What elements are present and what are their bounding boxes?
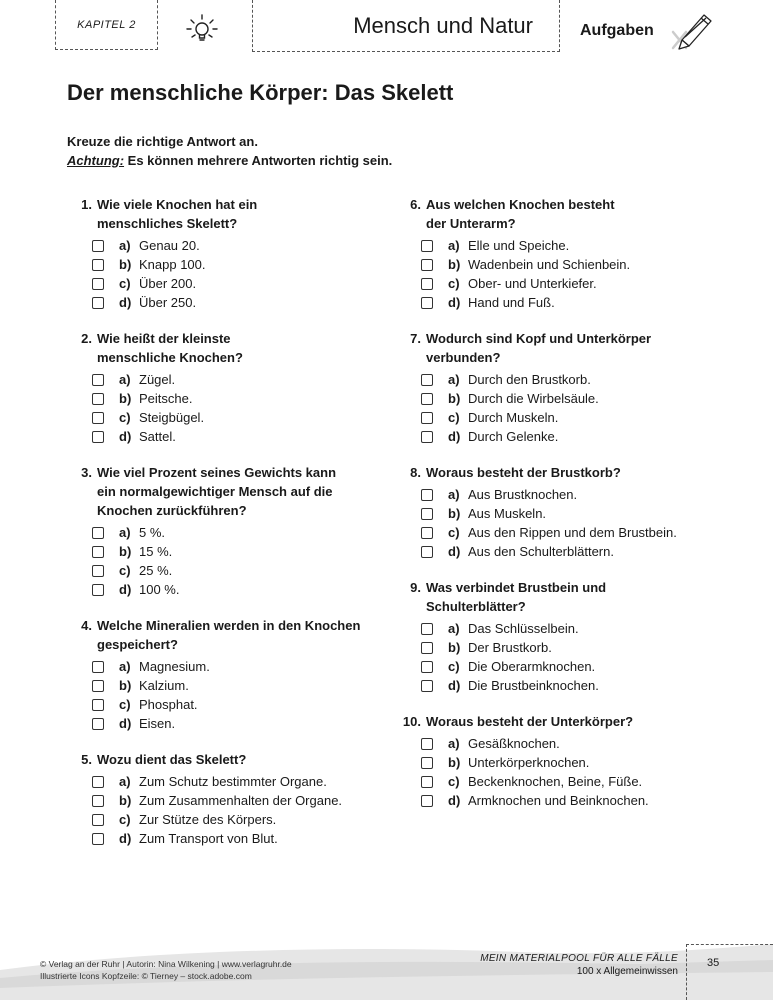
answer-letter: a) xyxy=(119,774,131,789)
answer-text: Steigbügel. xyxy=(139,410,205,425)
answer-text: Beckenknochen, Beine, Füße. xyxy=(468,774,643,789)
topic-title: Mensch und Natur xyxy=(252,0,560,52)
question-number: 1. xyxy=(81,197,92,212)
answer-letter: c) xyxy=(119,276,131,291)
answer-option[interactable] xyxy=(92,274,392,293)
answer-list xyxy=(395,734,725,810)
question-1 xyxy=(72,195,392,312)
question-text-line: Schulterblätter? xyxy=(426,599,526,614)
answer-option[interactable] xyxy=(92,255,392,274)
question-number: 4. xyxy=(81,618,92,633)
answer-letter: d) xyxy=(119,582,132,597)
question-6 xyxy=(395,195,725,312)
pencil-icon xyxy=(668,10,718,56)
question-text-line: menschliches Skelett? xyxy=(97,216,238,231)
answer-list xyxy=(72,772,392,848)
answer-option[interactable] xyxy=(92,542,392,561)
answer-letter: a) xyxy=(448,736,460,751)
answer-checkbox[interactable] xyxy=(421,412,433,424)
question-number: 5. xyxy=(81,752,92,767)
answer-letter: a) xyxy=(448,487,460,502)
question-number: 9. xyxy=(410,580,421,595)
answer-letter: d) xyxy=(448,295,461,310)
chapter-label: KAPITEL 2 xyxy=(55,0,158,50)
answer-text: Genau 20. xyxy=(139,238,200,253)
question-text-line: Woraus besteht der Brustkorb? xyxy=(426,465,621,480)
answer-text: Kalzium. xyxy=(139,678,189,693)
answer-checkbox[interactable] xyxy=(421,795,433,807)
question-3 xyxy=(72,463,392,599)
answer-letter: c) xyxy=(119,410,131,425)
answer-option[interactable] xyxy=(92,772,392,791)
answer-checkbox[interactable] xyxy=(421,259,433,271)
answer-checkbox[interactable] xyxy=(92,680,104,692)
answer-list xyxy=(395,485,725,561)
answer-option[interactable] xyxy=(421,542,725,561)
answer-letter: b) xyxy=(119,544,132,559)
answer-checkbox[interactable] xyxy=(421,738,433,750)
question-text-line: Welche Mineralien werden in den Knochen xyxy=(97,618,361,633)
answer-letter: c) xyxy=(119,697,131,712)
question-text-line: ein normalgewichtiger Mensch auf die xyxy=(97,484,333,499)
question-text-line: Wozu dient das Skelett? xyxy=(97,752,247,767)
answer-text: Eisen. xyxy=(139,716,176,731)
answer-checkbox[interactable] xyxy=(92,718,104,730)
question-heading xyxy=(72,195,392,233)
answer-option[interactable] xyxy=(421,255,725,274)
question-heading xyxy=(395,578,725,616)
answer-option[interactable] xyxy=(92,561,392,580)
question-5 xyxy=(72,750,392,848)
answer-checkbox[interactable] xyxy=(92,833,104,845)
answer-checkbox[interactable] xyxy=(92,412,104,424)
answer-text: Armknochen und Beinknochen. xyxy=(468,793,649,808)
answer-text: Zum Schutz bestimmter Organe. xyxy=(139,774,327,789)
answer-checkbox[interactable] xyxy=(92,814,104,826)
answer-letter: b) xyxy=(119,678,132,693)
answer-letter: a) xyxy=(448,238,460,253)
answer-letter: b) xyxy=(448,640,461,655)
answer-text: 25 %. xyxy=(139,563,173,578)
answer-text: Aus den Rippen und dem Brustbein. xyxy=(468,525,677,540)
question-text xyxy=(421,195,615,233)
question-number: 2. xyxy=(81,331,92,346)
answer-text: Magnesium. xyxy=(139,659,210,674)
answer-letter: b) xyxy=(448,506,461,521)
answer-option[interactable] xyxy=(421,772,725,791)
question-number: 10. xyxy=(402,714,421,729)
answer-letter: d) xyxy=(119,716,132,731)
question-text-line: Woraus besteht der Unterkörper? xyxy=(426,714,634,729)
series-title: MEIN MATERIALPOOL FÜR ALLE FÄLLE xyxy=(480,953,678,964)
answer-text: Die Brustbeinknochen. xyxy=(468,678,599,693)
question-7 xyxy=(395,329,725,446)
answer-text: Aus Muskeln. xyxy=(468,506,547,521)
answer-letter: b) xyxy=(119,257,132,272)
answer-text: Hand und Fuß. xyxy=(468,295,555,310)
answer-checkbox[interactable] xyxy=(92,393,104,405)
answer-checkbox[interactable] xyxy=(421,776,433,788)
answer-text: Unterkörperknochen. xyxy=(468,755,590,770)
answer-text: Der Brustkorb. xyxy=(468,640,552,655)
answer-list xyxy=(72,236,392,312)
answer-option[interactable] xyxy=(92,293,392,312)
answer-text: Phosphat. xyxy=(139,697,198,712)
warning-label: Achtung: xyxy=(67,153,125,168)
answer-text: Durch den Brustkorb. xyxy=(468,372,591,387)
answer-option[interactable] xyxy=(421,427,725,446)
question-text xyxy=(92,329,243,367)
answer-checkbox[interactable] xyxy=(92,527,104,539)
answer-option[interactable] xyxy=(421,657,725,676)
answer-checkbox[interactable] xyxy=(92,259,104,271)
question-text xyxy=(92,195,257,233)
answer-text: Elle und Speiche. xyxy=(468,238,570,253)
answer-checkbox[interactable] xyxy=(92,431,104,443)
answer-option[interactable] xyxy=(421,504,725,523)
answer-text: Aus den Schulterblättern. xyxy=(468,544,614,559)
answer-option[interactable] xyxy=(421,370,725,389)
page-number: 35 xyxy=(686,944,773,1000)
answer-option[interactable] xyxy=(421,734,725,753)
answer-letter: b) xyxy=(448,755,461,770)
answer-text: Durch Gelenke. xyxy=(468,429,559,444)
answer-checkbox[interactable] xyxy=(92,297,104,309)
question-10 xyxy=(395,712,725,810)
answer-text: Ober- und Unterkiefer. xyxy=(468,276,597,291)
answer-option[interactable] xyxy=(92,427,392,446)
question-text-line: Aus welchen Knochen besteht xyxy=(426,197,615,212)
question-number: 8. xyxy=(410,465,421,480)
answer-letter: d) xyxy=(448,544,461,559)
section-label: Aufgaben xyxy=(580,22,654,39)
answer-text: Die Oberarmknochen. xyxy=(468,659,596,674)
question-4 xyxy=(72,616,392,733)
answer-letter: d) xyxy=(119,429,132,444)
question-heading xyxy=(395,463,725,482)
worksheet-title: Der menschliche Körper: Das Skelett xyxy=(67,80,454,105)
answer-letter: c) xyxy=(448,410,460,425)
question-text-line: Wie heißt der kleinste xyxy=(97,331,231,346)
answer-letter: c) xyxy=(119,563,131,578)
answer-option[interactable] xyxy=(421,523,725,542)
question-text-line: Knochen zurückführen? xyxy=(97,503,247,518)
question-heading xyxy=(72,329,392,367)
answer-option[interactable] xyxy=(92,408,392,427)
answer-list xyxy=(72,370,392,446)
answer-letter: b) xyxy=(119,391,132,406)
answer-checkbox[interactable] xyxy=(92,776,104,788)
answer-text: Peitsche. xyxy=(139,391,193,406)
warning-line xyxy=(67,151,392,170)
question-text-line: menschliche Knochen? xyxy=(97,350,243,365)
question-text-line: Wie viele Knochen hat ein xyxy=(97,197,258,212)
answer-letter: a) xyxy=(448,372,460,387)
answer-option[interactable] xyxy=(421,236,725,255)
answer-list xyxy=(395,236,725,312)
lightbulb-icon xyxy=(184,12,220,48)
answer-checkbox[interactable] xyxy=(92,240,104,252)
answer-letter: d) xyxy=(448,793,461,808)
answer-option[interactable] xyxy=(92,791,392,810)
answer-letter: c) xyxy=(119,812,131,827)
instruction-line: Kreuze die richtige Antwort an. xyxy=(67,134,258,149)
answer-letter: d) xyxy=(119,295,132,310)
question-heading xyxy=(395,329,725,367)
answer-list xyxy=(72,523,392,599)
answer-option[interactable] xyxy=(92,657,392,676)
copyright-line: © Verlag an der Ruhr | Autorin: Nina Wilkening | www.verlagruhr.de xyxy=(40,959,292,969)
answer-text: Gesäßknochen. xyxy=(468,736,560,751)
answer-option[interactable] xyxy=(92,829,392,848)
book-title: 100 x Allgemeinwissen xyxy=(576,966,678,977)
answer-option[interactable] xyxy=(92,714,392,733)
answer-checkbox[interactable] xyxy=(92,374,104,386)
answer-letter: a) xyxy=(119,525,131,540)
answer-list xyxy=(395,619,725,695)
warning-text: Es können mehrere Antworten richtig sein. xyxy=(124,153,393,168)
question-text xyxy=(421,712,633,731)
answer-checkbox[interactable] xyxy=(421,240,433,252)
answer-text: Durch die Wirbelsäule. xyxy=(468,391,599,406)
question-text xyxy=(92,616,360,654)
question-number: 6. xyxy=(410,197,421,212)
question-heading xyxy=(395,712,725,731)
answer-checkbox[interactable] xyxy=(421,623,433,635)
question-text-line: Was verbindet Brustbein und xyxy=(426,580,607,595)
answer-option[interactable] xyxy=(421,293,725,312)
question-text xyxy=(421,463,621,482)
question-text-line: Wie viel Prozent seines Gewichts kann xyxy=(97,465,337,480)
answer-letter: c) xyxy=(448,276,460,291)
answer-list xyxy=(395,370,725,446)
answer-letter: b) xyxy=(448,257,461,272)
answer-checkbox[interactable] xyxy=(421,757,433,769)
instructions xyxy=(67,132,392,170)
questions-right-column xyxy=(395,195,725,827)
answer-option[interactable] xyxy=(421,485,725,504)
answer-letter: c) xyxy=(448,525,460,540)
question-8 xyxy=(395,463,725,561)
answer-list xyxy=(72,657,392,733)
answer-checkbox[interactable] xyxy=(92,795,104,807)
answer-checkbox[interactable] xyxy=(421,278,433,290)
question-heading xyxy=(72,616,392,654)
answer-letter: d) xyxy=(119,831,132,846)
answer-letter: c) xyxy=(448,659,460,674)
answer-text: Das Schlüsselbein. xyxy=(468,621,579,636)
question-text xyxy=(92,750,246,769)
answer-option[interactable] xyxy=(92,236,392,255)
answer-text: Aus Brustknochen. xyxy=(468,487,578,502)
question-number: 7. xyxy=(410,331,421,346)
answer-letter: d) xyxy=(448,429,461,444)
answer-text: 15 %. xyxy=(139,544,173,559)
answer-checkbox[interactable] xyxy=(92,546,104,558)
answer-text: Zur Stütze des Körpers. xyxy=(139,812,277,827)
answer-option[interactable] xyxy=(421,753,725,772)
answer-option[interactable] xyxy=(92,580,392,599)
answer-checkbox[interactable] xyxy=(421,374,433,386)
answer-checkbox[interactable] xyxy=(421,642,433,654)
question-9 xyxy=(395,578,725,695)
answer-letter: a) xyxy=(448,621,460,636)
question-text-line: gespeichert? xyxy=(97,637,178,652)
answer-checkbox[interactable] xyxy=(421,393,433,405)
answer-option[interactable] xyxy=(421,619,725,638)
answer-letter: b) xyxy=(119,793,132,808)
answer-text: Sattel. xyxy=(139,429,176,444)
answer-letter: c) xyxy=(448,774,460,789)
question-text xyxy=(421,329,651,367)
answer-text: 100 %. xyxy=(139,582,180,597)
answer-option[interactable] xyxy=(421,389,725,408)
answer-letter: a) xyxy=(119,372,131,387)
answer-checkbox[interactable] xyxy=(92,565,104,577)
footer-credits xyxy=(40,958,292,982)
questions-left-column xyxy=(72,195,392,865)
answer-text: Zum Zusammenhalten der Organe. xyxy=(139,793,343,808)
answer-option[interactable] xyxy=(92,389,392,408)
answer-option[interactable] xyxy=(421,791,725,810)
credits-line: Illustrierte Icons Kopfzeile: © Tierney – stock.adobe.com xyxy=(40,971,252,981)
answer-option[interactable] xyxy=(92,810,392,829)
answer-text: Knapp 100. xyxy=(139,257,206,272)
answer-letter: d) xyxy=(448,678,461,693)
footer-book-info xyxy=(440,952,678,978)
answer-checkbox[interactable] xyxy=(92,278,104,290)
answer-text: Wadenbein und Schienbein. xyxy=(468,257,631,272)
answer-checkbox[interactable] xyxy=(92,661,104,673)
answer-checkbox[interactable] xyxy=(421,661,433,673)
question-number: 3. xyxy=(81,465,92,480)
answer-text: 5 %. xyxy=(139,525,166,540)
question-text xyxy=(421,578,606,616)
answer-checkbox[interactable] xyxy=(421,431,433,443)
answer-text: Über 250. xyxy=(139,295,197,310)
question-text-line: Wodurch sind Kopf und Unterkörper xyxy=(426,331,652,346)
answer-option[interactable] xyxy=(92,695,392,714)
question-text-line: verbunden? xyxy=(426,350,501,365)
answer-checkbox[interactable] xyxy=(421,680,433,692)
answer-checkbox[interactable] xyxy=(421,297,433,309)
answer-checkbox[interactable] xyxy=(421,527,433,539)
question-2 xyxy=(72,329,392,446)
answer-option[interactable] xyxy=(421,408,725,427)
answer-letter: b) xyxy=(448,391,461,406)
answer-checkbox[interactable] xyxy=(421,508,433,520)
answer-letter: a) xyxy=(119,659,131,674)
answer-letter: a) xyxy=(119,238,131,253)
question-text-line: der Unterarm? xyxy=(426,216,516,231)
question-heading xyxy=(395,195,725,233)
question-heading xyxy=(72,463,392,520)
answer-text: Durch Muskeln. xyxy=(468,410,559,425)
answer-checkbox[interactable] xyxy=(92,699,104,711)
answer-checkbox[interactable] xyxy=(421,546,433,558)
answer-option[interactable] xyxy=(421,676,725,695)
answer-checkbox[interactable] xyxy=(92,584,104,596)
answer-option[interactable] xyxy=(92,523,392,542)
answer-text: Zügel. xyxy=(139,372,176,387)
question-heading xyxy=(72,750,392,769)
answer-option[interactable] xyxy=(421,274,725,293)
answer-text: Zum Transport von Blut. xyxy=(139,831,278,846)
answer-option[interactable] xyxy=(92,676,392,695)
answer-text: Über 200. xyxy=(139,276,197,291)
question-text xyxy=(92,463,336,520)
answer-checkbox[interactable] xyxy=(421,489,433,501)
answer-option[interactable] xyxy=(92,370,392,389)
answer-option[interactable] xyxy=(421,638,725,657)
